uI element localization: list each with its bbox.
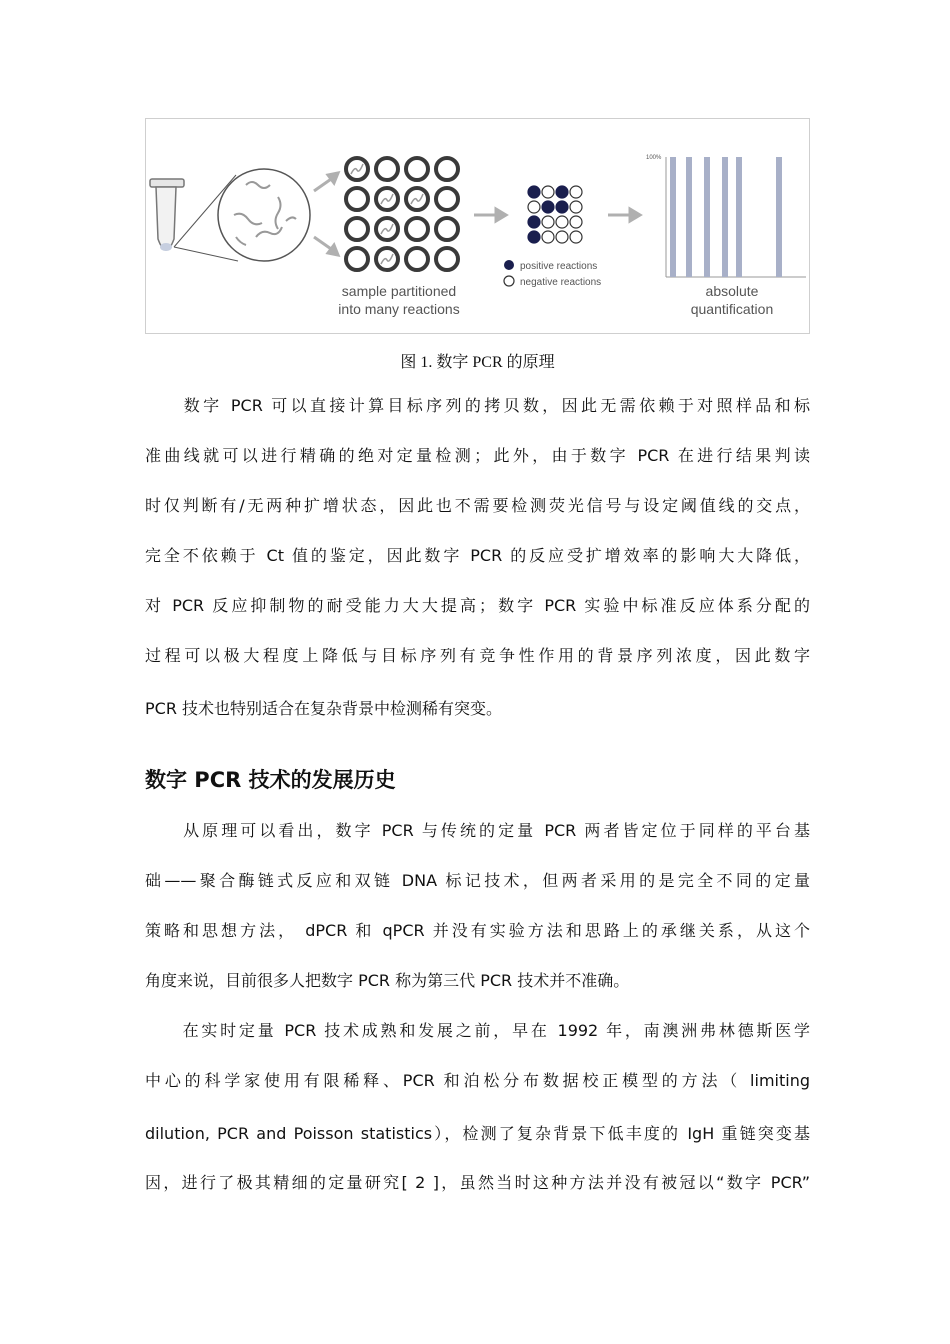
paragraph-line: 中心的科学家使用有限稀释、PCR 和泊松分布数据校正模型的方法（ limiting xyxy=(145,1071,810,1090)
quant-bar xyxy=(736,157,742,277)
quantification-plot xyxy=(646,155,806,277)
negative-reaction xyxy=(528,201,540,213)
positive-reaction xyxy=(528,216,540,228)
paragraph-line: 数字 PCR 可以直接计算目标序列的拷贝数，因此无需依赖于对照样品和标 xyxy=(145,396,810,415)
paragraph-line: 过程可以极大程度上降低与目标序列有竞争性作用的背景序列浓度，因此数字 xyxy=(145,646,810,665)
paragraph-line: 角度来说，目前很多人把数字 PCR 称为第三代 PCR 技术并不准确。 xyxy=(145,971,630,990)
paragraph-line: 在实时定量 PCR 技术成熟和发展之前，早在 1992 年，南澳洲弗林德斯医学 xyxy=(145,1021,810,1040)
quant-bar xyxy=(722,157,728,277)
quant-label-line1: absolute xyxy=(705,283,759,299)
partition-well xyxy=(406,248,428,270)
partition-well xyxy=(346,218,368,240)
partition-well xyxy=(376,158,398,180)
positive-reaction xyxy=(556,201,568,213)
negative-reaction xyxy=(570,201,582,213)
negative-reaction xyxy=(542,231,554,243)
positive-reaction xyxy=(556,186,568,198)
quant-label-line2: quantification xyxy=(690,301,774,317)
figure-caption: 图 1. 数字 PCR 的原理 xyxy=(400,354,555,371)
legend xyxy=(504,260,601,288)
paragraph-line: 因，进行了极其精细的定量研究[ 2 ]，虽然当时这种方法并没有被冠以“数字 PCR” xyxy=(145,1173,810,1192)
negative-reaction xyxy=(570,231,582,243)
legend-positive-label: positive reactions xyxy=(520,261,598,272)
legend-positive-marker xyxy=(504,260,514,270)
negative-reaction xyxy=(556,231,568,243)
figure-illustration xyxy=(146,119,811,335)
partition-well xyxy=(346,188,368,210)
partition-label-line2: into many reactions xyxy=(338,301,460,317)
partition-grid xyxy=(346,158,458,270)
partition-well xyxy=(436,158,458,180)
dna-sample-circle xyxy=(218,169,310,261)
section-heading: 数字 PCR 技术的发展历史 xyxy=(145,768,396,792)
paragraph-line: 对 PCR 反应抑制物的耐受能力大大提高；数字 PCR 实验中标准反应体系分配的 xyxy=(145,596,810,615)
partition-well xyxy=(436,218,458,240)
paragraph-line: PCR 技术也特别适合在复杂背景中检测稀有突变。 xyxy=(145,699,503,718)
negative-reaction xyxy=(542,216,554,228)
legend-negative-marker xyxy=(504,276,514,286)
legend-negative-label: negative reactions xyxy=(520,277,602,288)
negative-reaction xyxy=(542,186,554,198)
paragraph-line: 准曲线就可以进行精确的绝对定量检测；此外，由于数字 PCR 在进行结果判读 xyxy=(145,446,810,465)
axis-top-label: 100% xyxy=(646,155,662,161)
quant-bar xyxy=(670,157,676,277)
paragraph-line: 完全不依赖于 Ct 值的鉴定，因此数字 PCR 的反应受扩增效率的影响大大降低， xyxy=(145,546,810,565)
figure-pcr-principle xyxy=(145,118,810,334)
quant-bar xyxy=(686,157,692,277)
tube-icon xyxy=(150,179,184,251)
paragraph-line: 从原理可以看出，数字 PCR 与传统的定量 PCR 两者皆定位于同样的平台基 xyxy=(145,821,810,840)
partition-well xyxy=(406,218,428,240)
paragraph-line: 础——聚合酶链式反应和双链 DNA 标记技术，但两者采用的是完全不同的定量 xyxy=(145,871,810,890)
paragraph-line: 策略和思想方法， dPCR 和 qPCR 并没有实验方法和思路上的承继关系，从这个 xyxy=(145,921,810,940)
paragraph-line: dilution, PCR and Poisson statistics），检测了复杂背景下低丰度的 IgH 重链突变基 xyxy=(145,1124,810,1143)
negative-reaction xyxy=(570,216,582,228)
result-grid xyxy=(528,186,582,243)
positive-reaction xyxy=(528,186,540,198)
negative-reaction xyxy=(556,216,568,228)
partition-label-line1: sample partitioned xyxy=(341,283,457,299)
quant-bar xyxy=(776,157,782,277)
partition-well xyxy=(436,248,458,270)
partition-well xyxy=(406,158,428,180)
partition-well xyxy=(346,248,368,270)
quant-bar xyxy=(704,157,710,277)
positive-reaction xyxy=(528,231,540,243)
partition-well xyxy=(436,188,458,210)
positive-reaction xyxy=(542,201,554,213)
paragraph-line: 时仅判断有/无两种扩增状态，因此也不需要检测荧光信号与设定阈值线的交点， xyxy=(145,496,810,515)
negative-reaction xyxy=(570,186,582,198)
